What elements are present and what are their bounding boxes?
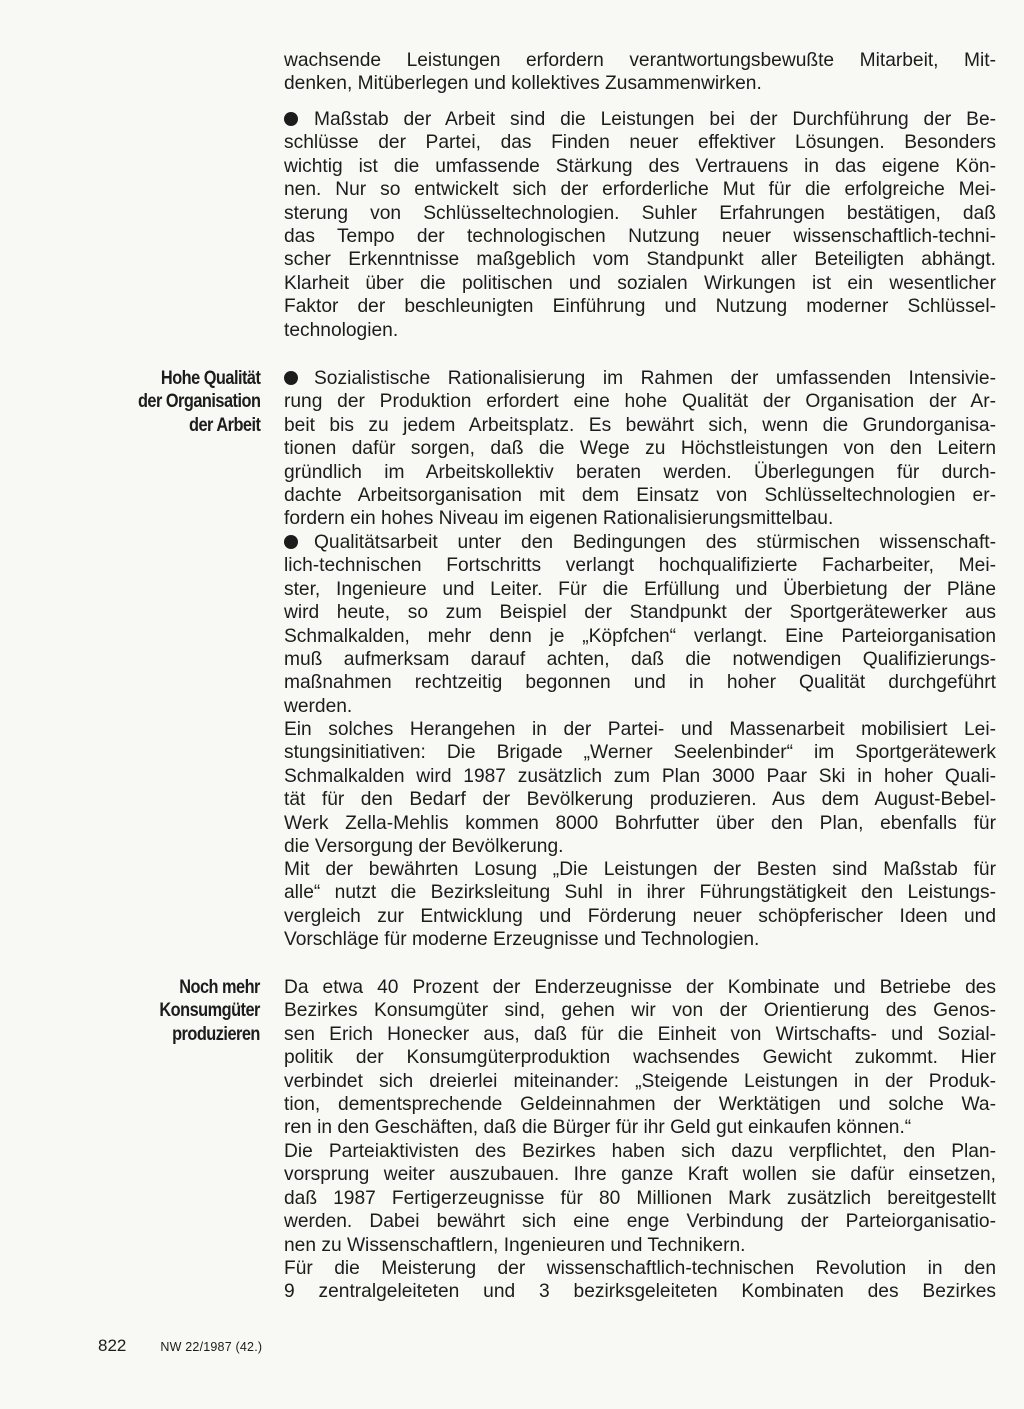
text-line: gründlich im Arbeitskollektiv beraten werden. Überlegungen für durch- [284,461,996,483]
text-line: tionen dafür sorgen, daß die Wege zu Höchstleistungen von den Leitern [284,438,996,460]
page-number: 822 [98,1336,127,1355]
bullet-icon [284,535,298,549]
text-line: denken, Mitüberlegen und kollektives Zusammenwirken. [284,73,762,95]
text-line: Schmalkalden wird 1987 zusätzlich zum Plan 3000 Paar Ski in hoher Quali- [284,765,996,787]
bullet-icon [284,112,298,126]
text-line: sen Erich Honecker aus, daß für die Einheit von Wirtschafts- und Sozial- [284,1023,996,1045]
paragraph-slogan [284,858,996,952]
page-footer [98,1336,262,1356]
text-line: nen. Nur so entwickelt sich der erforderliche Mut für die erfolgreiche Mei- [284,179,996,201]
text-line: Da etwa 40 Prozent der Enderzeugnisse der Kombinate und Betriebe des [284,977,996,998]
sidehead-consumer-goods [159,976,260,1046]
text-line: rung der Produktion erfordert eine hohe Qualität der Organisation der Ar- [284,391,996,413]
text-line: sterung von Schlüsseltechnologien. Suhler Erfahrungen bestätigen, daß [284,202,996,224]
text-line: die Versorgung der Bevölkerung. [284,835,564,857]
paragraph-revolution [284,1257,996,1304]
text-line: technologien. [284,319,399,341]
paragraph-activists [284,1140,996,1257]
text-line: scher Erkenntnisse maßgeblich vom Standpunkt aller Beteiligten abhängt. [284,249,996,271]
paragraph-initiatives [284,718,996,858]
text-line: nen zu Wissenschaftlern, Ingenieuren und Technikern. [284,1234,746,1256]
paragraph-rationalisation [284,367,996,531]
text-line: ren in den Geschäften, daß die Bürger für ihr Geld gut einkaufen können.“ [284,1117,912,1139]
text-line: Für die Meisterung der wissenschaftlich-technischen Revolution in den [284,1258,996,1279]
sidehead-line: Hohe Qualität [160,368,260,389]
sidehead-line: produzieren [172,1023,260,1045]
text-line: beit bis zu jedem Arbeitsplatz. Es bewährt sich, wenn die Grundorganisa- [284,414,996,436]
text-line: Vorschläge für moderne Erzeugnisse und Technologien. [284,929,760,951]
paragraph-consumer-goods [284,976,996,1140]
text-line: vergleich zur Entwicklung und Förderung neuer schöpferischer Ideen und [284,905,996,927]
text-line: alle“ nutzt die Bezirksleitung Suhl in ihrer Führungstätigkeit den Leistungs- [284,882,996,904]
text-line: dachte Arbeitsorganisation mit dem Einsatz von Schlüsseltechnologien er- [284,484,996,506]
text-line: fordern ein hohes Niveau im eigenen Rationalisierungsmittelbau. [284,508,834,530]
text-line: Maßstab der Arbeit sind die Leistungen bei der Durchführung der Be- [314,109,996,130]
text-line: verbindet sich dreierlei miteinander: „Steigende Leistungen in der Produk- [284,1070,996,1092]
text-line: wichtig ist die umfassende Stärkung des Vertrauens in das eigene Kön- [284,155,996,177]
publication-reference: NW 22/1987 (42.) [160,1340,263,1354]
text-line: Faktor der beschleunigten Einführung und Nutzung moderner Schlüssel- [284,296,996,318]
sidehead-line: Noch mehr [179,977,260,998]
sidehead-line: Konsumgüter [159,1000,260,1022]
text-line: muß aufmerksam darauf achten, daß die notwendigen Qualifizierungs- [284,648,996,670]
bullet-icon [284,371,298,385]
text-line: Qualitätsarbeit unter den Bedingungen des stürmischen wissenschaft- [314,532,996,553]
text-line: 9 zentralgeleiteten und 3 bezirksgeleiteten Kombinaten des Bezirkes [284,1281,996,1303]
text-line: tion, dementsprechende Geldeinnahmen der Werktätigen und solche Wa- [284,1093,996,1115]
text-line: Sozialistische Rationalisierung im Rahmen der umfassenden Intensivie- [314,368,996,389]
text-line: Werk Zella-Mehlis kommen 8000 Bohrfutter über den Plan, ebenfalls für [284,812,996,834]
sidehead-line: der Arbeit [188,414,260,436]
paragraph-benchmark [284,108,996,342]
text-line: Schmalkalden, mehr denn je „Köpfchen“ verlangt. Eine Parteiorganisation [284,625,996,647]
text-line: wachsende Leistungen erfordern verantwortungsbewußte Mitarbeit, Mit- [284,50,996,71]
text-line: lich-technischen Fortschritts verlangt hochqualifizierte Facharbeiter, Mei- [284,555,996,577]
text-line: Klarheit über die politischen und sozialen Wirkungen ist ein wesentlicher [284,272,996,294]
text-line: daß 1987 Fertigerzeugnisse für 80 Millionen Mark zusätzlich bereitgestellt [284,1187,996,1209]
sidehead-quality [138,367,260,437]
text-line: stungsinitiativen: Die Brigade „Werner Seelenbinder“ im Sportgerätewerk [284,742,996,764]
text-line: politik der Konsumgüterproduktion wachsendes Gewicht zukommt. Hier [284,1047,996,1069]
text-line: Ein solches Herangehen in der Partei- und Massenarbeit mobilisiert Lei- [284,719,996,740]
sidehead-line: der Organisation [137,391,260,413]
text-line: vorsprung weiter auszubauen. Ihre ganze Kraft wollen sie dafür einsetzen, [284,1164,996,1186]
text-line: werden. Dabei bewährt sich eine enge Verbindung der Parteiorganisatio- [284,1211,996,1233]
text-line: das Tempo der technologischen Nutzung neuer wissenschaftlich-techni- [284,225,996,247]
text-line: werden. [284,695,353,717]
paragraph-intro [284,49,996,96]
text-line: wird heute, so zum Beispiel der Standpunkt der Sportgerätewerker aus [284,602,996,624]
text-line: schlüsse der Partei, das Finden neuer effektiver Lösungen. Besonders [284,132,996,154]
text-line: Bezirkes Konsumgüter sind, gehen wir von der Orientierung des Genos- [284,1000,996,1022]
paragraph-quality-work [284,531,996,718]
text-line: maßnahmen rechtzeitig begonnen und in hoher Qualität durchgeführt [284,672,996,694]
text-line: Mit der bewährten Losung „Die Leistungen der Besten sind Maßstab für [284,859,996,880]
text-line: ster, Ingenieure und Leiter. Für die Erfüllung und Überbietung der Pläne [284,578,996,600]
text-line: Die Parteiaktivisten des Bezirkes haben sich dazu verpflichtet, den Plan- [284,1141,996,1162]
text-line: tät für den Bedarf der Bevölkerung produzieren. Aus dem August-Bebel- [284,789,996,811]
